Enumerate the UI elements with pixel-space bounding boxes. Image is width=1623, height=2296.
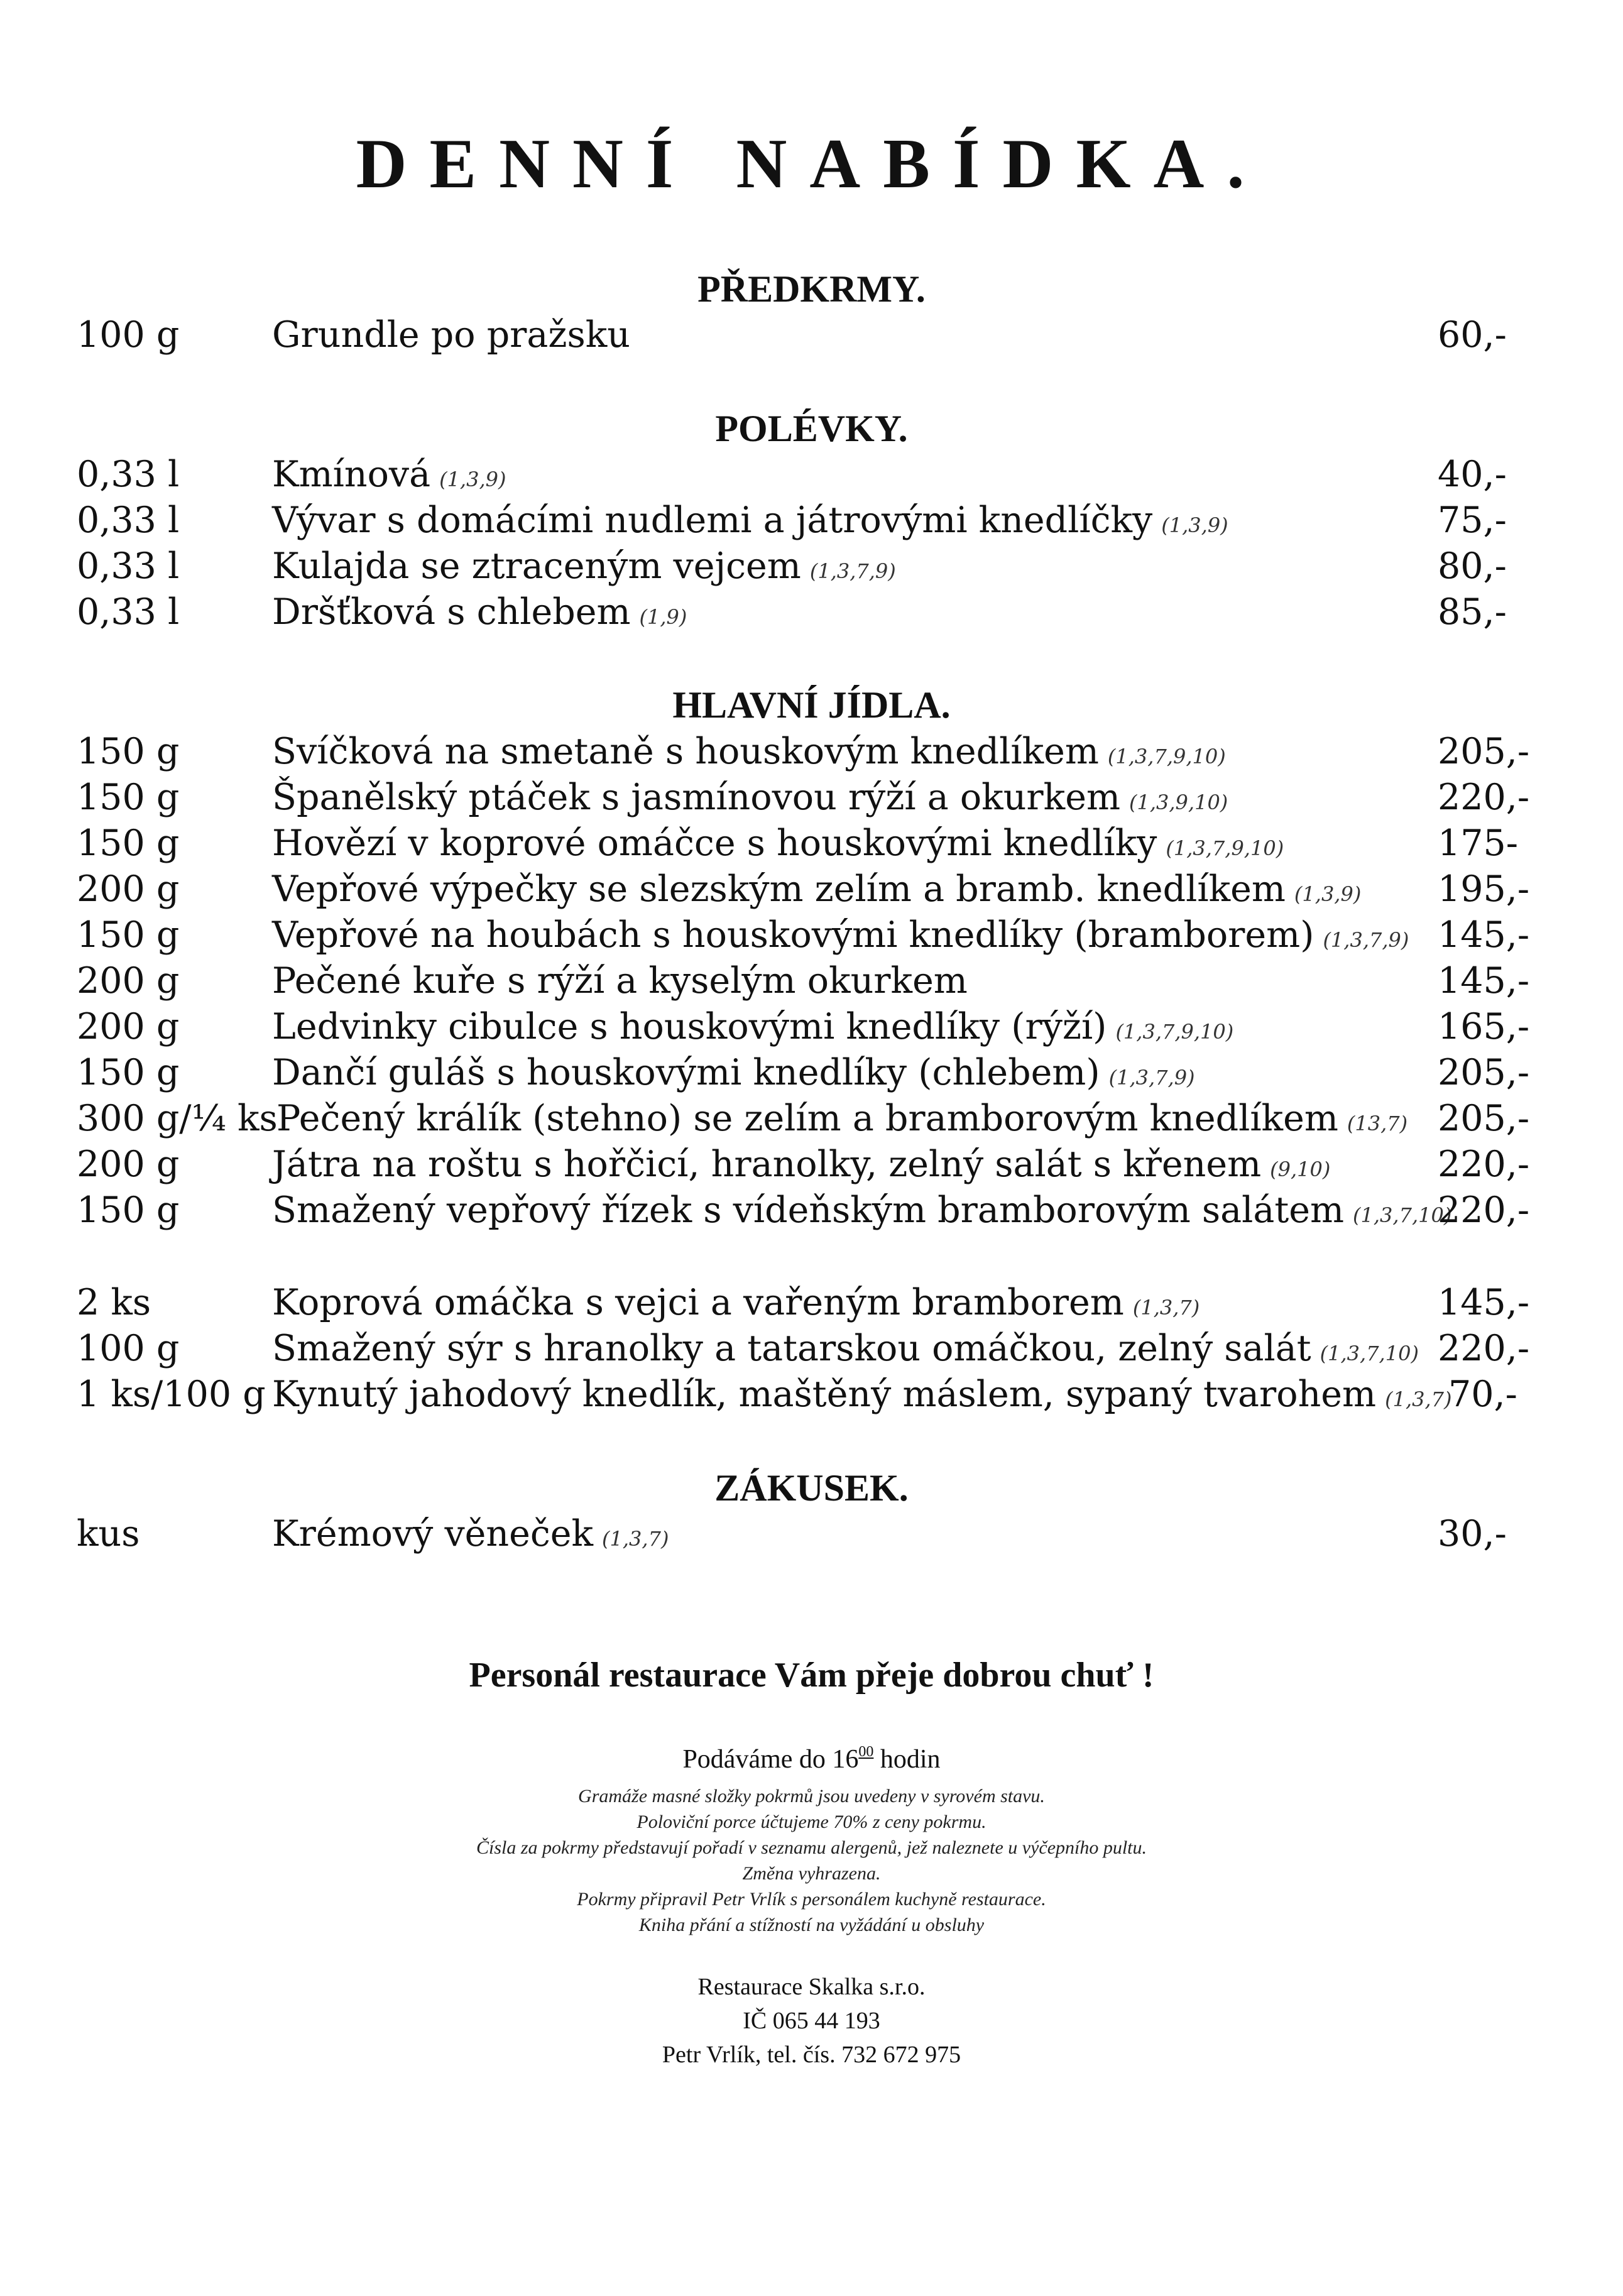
menu-item — [0, 1282, 1623, 1331]
item-quantity: 0,33 l — [77, 591, 180, 633]
menu-item — [0, 454, 1623, 503]
item-name-wrap — [272, 314, 639, 356]
item-name-wrap — [272, 777, 1228, 818]
menu-item — [0, 960, 1623, 1010]
item-name-wrap — [272, 454, 506, 495]
section-heading-dessert: ZÁKUSEK. — [714, 1467, 909, 1509]
item-name: Grundle po pražsku — [272, 314, 630, 356]
item-price: 40,- — [1438, 454, 1507, 495]
item-price: 30,- — [1438, 1513, 1507, 1555]
item-allergens: (1,3,7,9,10) — [1166, 836, 1284, 860]
item-name-wrap — [276, 1098, 1408, 1139]
menu-item — [0, 545, 1623, 595]
menu-item — [0, 1374, 1623, 1423]
item-allergens: (13,7) — [1347, 1112, 1408, 1135]
item-price: 205,- — [1438, 731, 1530, 772]
note-line: Poloviční porce účtujeme 70% z ceny pokrmu. — [637, 1812, 986, 1832]
item-price: 220,- — [1438, 1328, 1530, 1369]
item-name: Játra na roštu s hořčicí, hranolky, zelný salát s křenem — [272, 1144, 1262, 1185]
item-allergens: (1,3,7,9) — [1323, 928, 1409, 952]
menu-item — [0, 1098, 1623, 1147]
company-info — [0, 1970, 1623, 2072]
item-allergens: (1,3,7,10) — [1353, 1203, 1452, 1227]
item-name: Hovězí v koprové omáčce s houskovými knedlíky — [272, 823, 1157, 864]
item-name-wrap — [272, 1189, 1452, 1231]
serving-hours-minutes: 00 — [858, 1744, 874, 1760]
item-allergens: (1,3,7,10) — [1320, 1342, 1419, 1365]
item-name: Svíčková na smetaně s houskovým knedlíkem — [272, 731, 1099, 772]
item-quantity: 0,33 l — [77, 454, 180, 495]
item-name: Smažený sýr s hranolky a tatarskou omáčkou, zelný salát — [272, 1328, 1311, 1369]
item-name: Španělský ptáček s jasmínovou rýží a okurkem — [272, 777, 1120, 818]
item-quantity: 150 g — [77, 823, 180, 864]
item-name-wrap — [272, 591, 687, 633]
item-price: 220,- — [1438, 777, 1530, 818]
item-price: 175- — [1438, 823, 1519, 864]
menu-item — [0, 1189, 1623, 1239]
item-name-wrap — [272, 731, 1226, 772]
item-quantity: 200 g — [77, 1144, 180, 1185]
item-name-wrap — [272, 1282, 1200, 1323]
item-price: 145,- — [1438, 960, 1530, 1002]
item-name: Dančí guláš s houskovými knedlíky (chlebem) — [272, 1052, 1100, 1093]
item-quantity: 200 g — [77, 868, 180, 910]
item-name-wrap — [272, 1006, 1234, 1047]
item-quantity: 0,33 l — [77, 500, 180, 541]
item-name: Vepřové výpečky se slezským zelím a bramb. knedlíkem — [272, 868, 1286, 910]
note-line: Pokrmy připravil Petr Vrlík s personálem kuchyně restaurace. — [577, 1889, 1046, 1910]
company-contact: Petr Vrlík, tel. čís. 732 672 975 — [662, 2042, 961, 2068]
menu-item — [0, 314, 1623, 364]
item-allergens: (1,3,9) — [439, 467, 506, 491]
menu-item — [0, 500, 1623, 549]
menu-item — [0, 731, 1623, 780]
item-price: 60,- — [1438, 314, 1507, 356]
item-name-wrap — [272, 1052, 1195, 1093]
item-name-wrap — [272, 823, 1284, 864]
menu-item — [0, 591, 1623, 641]
item-name: Smažený vepřový řízek s vídeňským bramborovým salátem — [272, 1189, 1345, 1231]
company-id: IČ 065 44 193 — [743, 2008, 880, 2034]
item-quantity: 200 g — [77, 960, 180, 1002]
item-name-wrap — [272, 500, 1228, 541]
menu-item — [0, 1144, 1623, 1193]
menu-item — [0, 1006, 1623, 1056]
closing-wish: Personál restaurace Vám přeje dobrou chuť ! — [469, 1656, 1154, 1695]
item-quantity: 150 g — [77, 1052, 180, 1093]
item-allergens: (9,10) — [1270, 1157, 1331, 1181]
section-heading-main-dishes: HLAVNÍ JÍDLA. — [672, 684, 951, 726]
note-line: Gramáže masné složky pokrmů jsou uvedeny v syrovém stavu. — [578, 1786, 1045, 1807]
item-price: 205,- — [1438, 1098, 1530, 1139]
item-price: 85,- — [1438, 591, 1507, 633]
item-allergens: (1,9) — [639, 605, 687, 629]
item-name: Kulajda se ztraceným vejcem — [272, 545, 801, 587]
item-quantity: 2 ks — [77, 1282, 151, 1323]
item-price: 195,- — [1438, 868, 1530, 910]
menu-item — [0, 823, 1623, 872]
section-heading-starters: PŘEDKRMY. — [697, 268, 926, 310]
note-line: Čísla za pokrmy představují pořadí v seznamu alergenů, jež naleznete u výčepního pultu. — [476, 1837, 1147, 1858]
item-price: 75,- — [1438, 500, 1507, 541]
item-allergens: (1,3,7) — [1132, 1296, 1200, 1320]
item-name-wrap — [272, 1374, 1452, 1415]
item-quantity: 100 g — [77, 314, 180, 356]
menu-item — [0, 777, 1623, 826]
page-title: DENNÍ NABÍDKA. — [356, 125, 1267, 203]
item-name: Krémový věneček — [272, 1513, 594, 1555]
section-heading-soups: POLÉVKY. — [715, 408, 908, 449]
item-price: 70,- — [1448, 1374, 1517, 1415]
serving-hours-prefix: Podáváme do 16 — [682, 1745, 859, 1774]
item-price: 220,- — [1438, 1189, 1530, 1231]
item-allergens: (1,3,7) — [1385, 1387, 1452, 1411]
item-name: Kmínová — [272, 454, 431, 495]
item-name-wrap — [272, 545, 896, 587]
item-allergens: (1,3,9) — [1294, 882, 1362, 906]
item-quantity: 150 g — [77, 914, 180, 956]
item-quantity: 0,33 l — [77, 545, 180, 587]
item-price: 220,- — [1438, 1144, 1530, 1185]
item-allergens: (1,3,7,9) — [809, 559, 896, 583]
item-allergens: (1,3,7) — [602, 1527, 669, 1551]
item-name: Vývar s domácími nudlemi a játrovými knedlíčky — [272, 500, 1153, 541]
item-price: 145,- — [1438, 1282, 1530, 1323]
item-name: Ledvinky cibulce s houskovými knedlíky (rýží) — [272, 1006, 1107, 1047]
menu-item — [0, 1513, 1623, 1563]
item-quantity: 100 g — [77, 1328, 180, 1369]
serving-hours-suffix: hodin — [880, 1745, 941, 1774]
item-quantity: 1 ks/100 g — [77, 1374, 266, 1415]
item-name: Koprová omáčka s vejci a vařeným bramborem — [272, 1282, 1124, 1323]
menu-item — [0, 868, 1623, 918]
item-quantity: kus — [77, 1513, 140, 1555]
item-name-wrap — [272, 1513, 669, 1555]
item-allergens: (1,3,9,10) — [1129, 790, 1228, 814]
menu-notes — [0, 1783, 1623, 1938]
item-price: 80,- — [1438, 545, 1507, 587]
item-name: Kynutý jahodový knedlík, maštěný máslem, sypaný tvarohem — [272, 1374, 1377, 1415]
item-name-wrap — [272, 914, 1409, 956]
menu-item — [0, 1052, 1623, 1102]
item-price: 165,- — [1438, 1006, 1530, 1047]
item-quantity: 300 g/¼ ks — [77, 1098, 278, 1139]
item-name: Pečený králík (stehno) se zelím a bramborovým knedlíkem — [276, 1098, 1338, 1139]
item-name: Pečené kuře s rýží a kyselým okurkem — [272, 960, 968, 1002]
item-allergens: (1,3,7,9,10) — [1107, 745, 1226, 768]
item-name: Dršťková s chlebem — [272, 591, 631, 633]
item-allergens: (1,3,9) — [1161, 513, 1228, 537]
item-allergens: (1,3,7,9,10) — [1115, 1020, 1234, 1044]
item-name-wrap — [272, 1328, 1419, 1369]
item-name: Vepřové na houbách s houskovými knedlíky (bramborem) — [272, 914, 1314, 956]
item-name-wrap — [272, 868, 1362, 910]
note-line: Změna vyhrazena. — [742, 1863, 881, 1884]
item-name-wrap — [272, 1144, 1331, 1185]
menu-item — [0, 1328, 1623, 1377]
item-price: 205,- — [1438, 1052, 1530, 1093]
company-name: Restaurace Skalka s.r.o. — [697, 1974, 926, 2000]
item-name-wrap — [272, 960, 976, 1002]
item-quantity: 150 g — [77, 731, 180, 772]
serving-hours — [0, 1744, 1623, 1773]
menu-item — [0, 914, 1623, 964]
item-quantity: 150 g — [77, 1189, 180, 1231]
item-price: 145,- — [1438, 914, 1530, 956]
note-line: Kniha přání a stížností na vyžádání u obsluhy — [638, 1915, 985, 1935]
item-quantity: 200 g — [77, 1006, 180, 1047]
item-quantity: 150 g — [77, 777, 180, 818]
item-allergens: (1,3,7,9) — [1108, 1066, 1195, 1090]
